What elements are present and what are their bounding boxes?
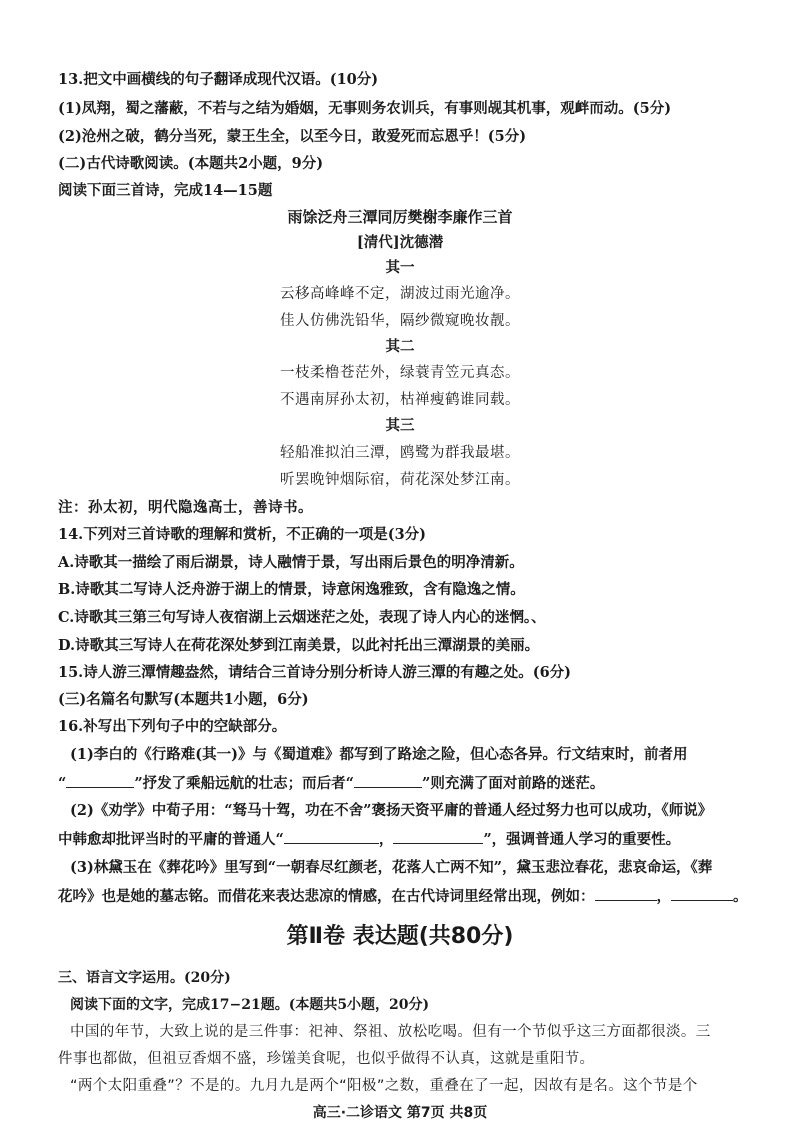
section-2-heading: 第Ⅱ卷 表达题(共80分) (286, 924, 514, 949)
poem-note: 注：孙太初，明代隐逸高士，善诗书。 (58, 500, 313, 516)
poem-3-line-1: 轻船准拟泊三潭，鸥鹭为群我最堪。 (280, 445, 520, 461)
poem-3-line-2: 听罢晚钟烟际宿，荷花深处梦江南。 (280, 472, 520, 488)
q14-stem: 14.下列对三首诗歌的理解和赏析，不正确的一项是(3分) (58, 526, 427, 543)
q16-item-3-b-post: 。 (733, 888, 748, 905)
q16-item-3-b-mid: ， (656, 888, 671, 905)
q15-stem: 15.诗人游三潭情趣盎然，请结合三首诗分别分析诗人游三潭的有趣之处。(6分) (58, 664, 572, 681)
q16-item-1-b (58, 773, 760, 794)
poem-1-line-2: 佳人仿佛洗铅华，隔纱微窥晚妆靓。 (280, 313, 520, 329)
part2-heading: (二)古代诗歌阅读。(本题共2小题，9分) (58, 155, 324, 172)
q16-item-2-b-mid: ， (378, 831, 394, 848)
q13-sentence-2: (2)沧州之破，鹤分当死，蒙王生全，以至今日，敢爱死而忘恩乎！(5分) (58, 128, 527, 145)
poem-3-heading: 其三 (385, 417, 415, 434)
q16-item-2-b-post: ”，强调普通人学习的重要性。 (483, 831, 681, 848)
poem-2-line-1: 一枝柔橹苍茫外，绿蓑青笠元真态。 (280, 365, 520, 381)
q13-sentence-1: (1)凤翔，蜀之藩蔽，不若与之结为婚姻，无事则务农训兵，有事则觇其机事，观衅而动。(5分) (58, 100, 672, 117)
answer-blank[interactable] (671, 886, 733, 901)
poem-title: 雨馀泛舟三潭同厉樊榭李廉作三首 (287, 208, 513, 226)
poem-2-line-2: 不遇南屏孙太初，枯禅瘦鹤谁同载。 (280, 392, 520, 408)
q16-item-2-a: (2)《劝学》中荀子用：“驽马十驾，功在不舍”褒扬天资平庸的普通人经过努力也可以成功，《师说》 (70, 802, 713, 819)
passage-line-3: “两个太阳重叠”？不是的。九月九是两个“阳极”之数，重叠在了一起，因故有是名。这个节是个 (70, 1078, 698, 1094)
q14-option-b: B.诗歌其二写诗人泛舟游于湖上的情景，诗意闲逸雅致，含有隐逸之情。 (58, 581, 525, 598)
q16-item-3-b (58, 886, 760, 907)
q16-item-3-a: (3)林黛玉在《葬花吟》里写到“一朝春尽红颜老，花落人亡两不知”，黛玉悲泣春花，悲哀命运，《葬 (70, 859, 713, 876)
passage-line-2: 件事也都做，但祖豆香烟不盛，珍馐美食呢，也似乎做得不认真，这就是重阳节。 (58, 1051, 595, 1067)
poem-1-line-1: 云移高峰峰不定，湖波过雨光逾净。 (280, 286, 520, 302)
q16-item-2-b (58, 829, 760, 850)
q16-item-2-b-pre: 中韩愈却批评当时的平庸的普通人“ (58, 831, 284, 848)
passage-line-1: 中国的年节，大致上说的是三件事：祀神、祭祖、放松吃喝。但有一个节似乎这三方面都很淡。三 (70, 1024, 711, 1040)
q16-item-1-b-post: ”则充满了面对前路的迷茫。 (422, 775, 605, 792)
q16-item-1-a: (1)李白的《行路难(其一)》与《蜀道难》都写到了路途之险，但心态各异。行文结束时，前者用 (70, 746, 688, 763)
poem-1-heading: 其一 (385, 259, 415, 276)
answer-blank[interactable] (393, 829, 483, 844)
answer-blank[interactable] (595, 886, 657, 901)
q16-item-1-b-pre: “ (58, 775, 67, 792)
q14-option-a: A.诗歌其一描绘了雨后湖景，诗人融情于景，写出雨后景色的明净清新。 (58, 554, 524, 571)
q16-item-3-b-pre: 花吟》也是她的墓志铭。而借花来表达悲凉的情感，在古代诗词里经常出现，例如： (58, 888, 595, 905)
read-instruction-2: 阅读下面的文字，完成17−21题。(本题共5小题，20分) (70, 997, 430, 1013)
read-instruction: 阅读下面三首诗，完成14—15题 (58, 182, 273, 199)
answer-blank[interactable] (284, 829, 379, 844)
part3-heading: (三)名篇名句默写(本题共1小题，6分) (58, 691, 309, 708)
q14-option-c: C.诗歌其三第三句写诗人夜宿湖上云烟迷茫之处，表现了诗人内心的迷惘。、 (58, 609, 546, 626)
answer-blank[interactable] (66, 773, 134, 788)
q16-stem: 16.补写出下列句子中的空缺部分。 (58, 718, 287, 735)
q14-option-d: D.诗歌其三写诗人在荷花深处梦到江南美景，以此衬托出三潭湖景的美丽。 (58, 637, 540, 654)
language-use-heading: 三、语言文字运用。(20分) (58, 970, 231, 986)
q13-stem: 13.把文中画横线的句子翻译成现代汉语。(10分) (58, 71, 379, 88)
q16-item-1-b-mid: ”抒发了乘船远航的壮志；而后者“ (134, 775, 355, 792)
poem-2-heading: 其二 (385, 338, 415, 355)
page-footer: 高三·二诊语文 第7页 共8页 (312, 1105, 488, 1121)
poem-author: [清代]沈德潜 (356, 234, 444, 251)
answer-blank[interactable] (354, 773, 422, 788)
